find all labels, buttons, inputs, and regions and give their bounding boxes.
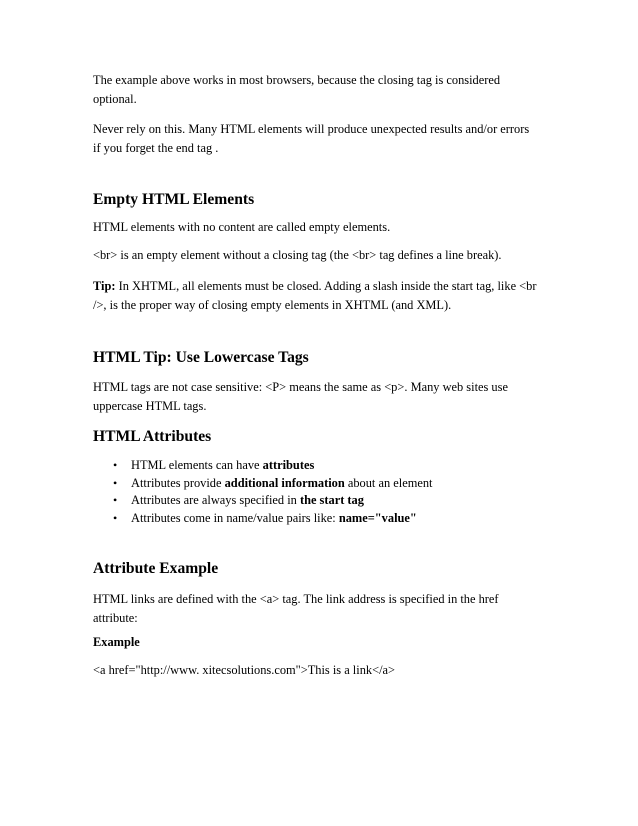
tip-label: Tip: [93,279,116,293]
warning-line-2: if you forget the end tag . [93,141,219,155]
attribute-example-heading: Attribute Example [93,560,219,577]
lowercase-paragraph [93,378,563,416]
intro-line-1: The example above works in most browsers, because the closing tag is considered [93,73,501,87]
example-code: <a href="http://www. xitecsolutions.com">This is a link</a> [93,663,396,677]
warning-line-1: Never rely on this. Many HTML elements will produce unexpected results and/or errors [93,122,530,136]
list-item-bold: the start tag [299,493,364,507]
list-item [93,492,563,510]
list-item [93,457,563,475]
list-item-bold: attributes [262,458,315,472]
bullet-icon: • [113,493,118,507]
br-paragraph: <br> is an empty element without a closing tag (the <br> tag defines a line break). [93,248,502,262]
attributes-heading: HTML Attributes [93,428,212,445]
tip-line-2: />, is the proper way of closing empty elements in XHTML (and XML). [93,298,452,312]
bullet-icon: • [113,510,118,525]
lowercase-tags-heading: HTML Tip: Use Lowercase Tags [93,349,309,366]
links-line-1: HTML links are defined with the <a> tag. The link address is specified in the href [93,592,499,606]
bullet-icon: • [113,475,118,490]
list-item-text: Attributes are always specified in [131,493,300,507]
empty-elements-heading: Empty HTML Elements [93,191,255,208]
empty-elements-paragraph: HTML elements with no content are called empty elements. [93,220,391,234]
intro-paragraph [93,71,563,109]
tip-paragraph [93,277,563,315]
list-item-after: about an element [344,475,433,490]
list-item-bold: additional information [224,475,345,490]
links-paragraph [93,590,563,628]
tip-line-1: In XHTML, all elements must be closed. Adding a slash inside the start tag, like <br [115,279,537,293]
links-line-2: attribute: [93,611,138,625]
warning-paragraph [93,120,563,158]
lowercase-line-2: uppercase HTML tags. [93,399,207,413]
bullet-icon: • [113,458,118,472]
list-item-bold: name="value" [338,510,417,525]
list-item-text: Attributes provide [131,475,225,490]
list-item [93,475,563,493]
intro-line-2: optional. [93,92,137,106]
list-item-text: HTML elements can have [131,458,263,472]
list-item-text: Attributes come in name/value pairs like: [131,510,339,525]
example-label-text: Example [93,635,140,649]
example-label [93,633,563,652]
list-item [93,510,563,528]
lowercase-line-1: HTML tags are not case sensitive: <P> means the same as <p>. Many web sites use [93,380,508,394]
attributes-list [93,457,563,527]
